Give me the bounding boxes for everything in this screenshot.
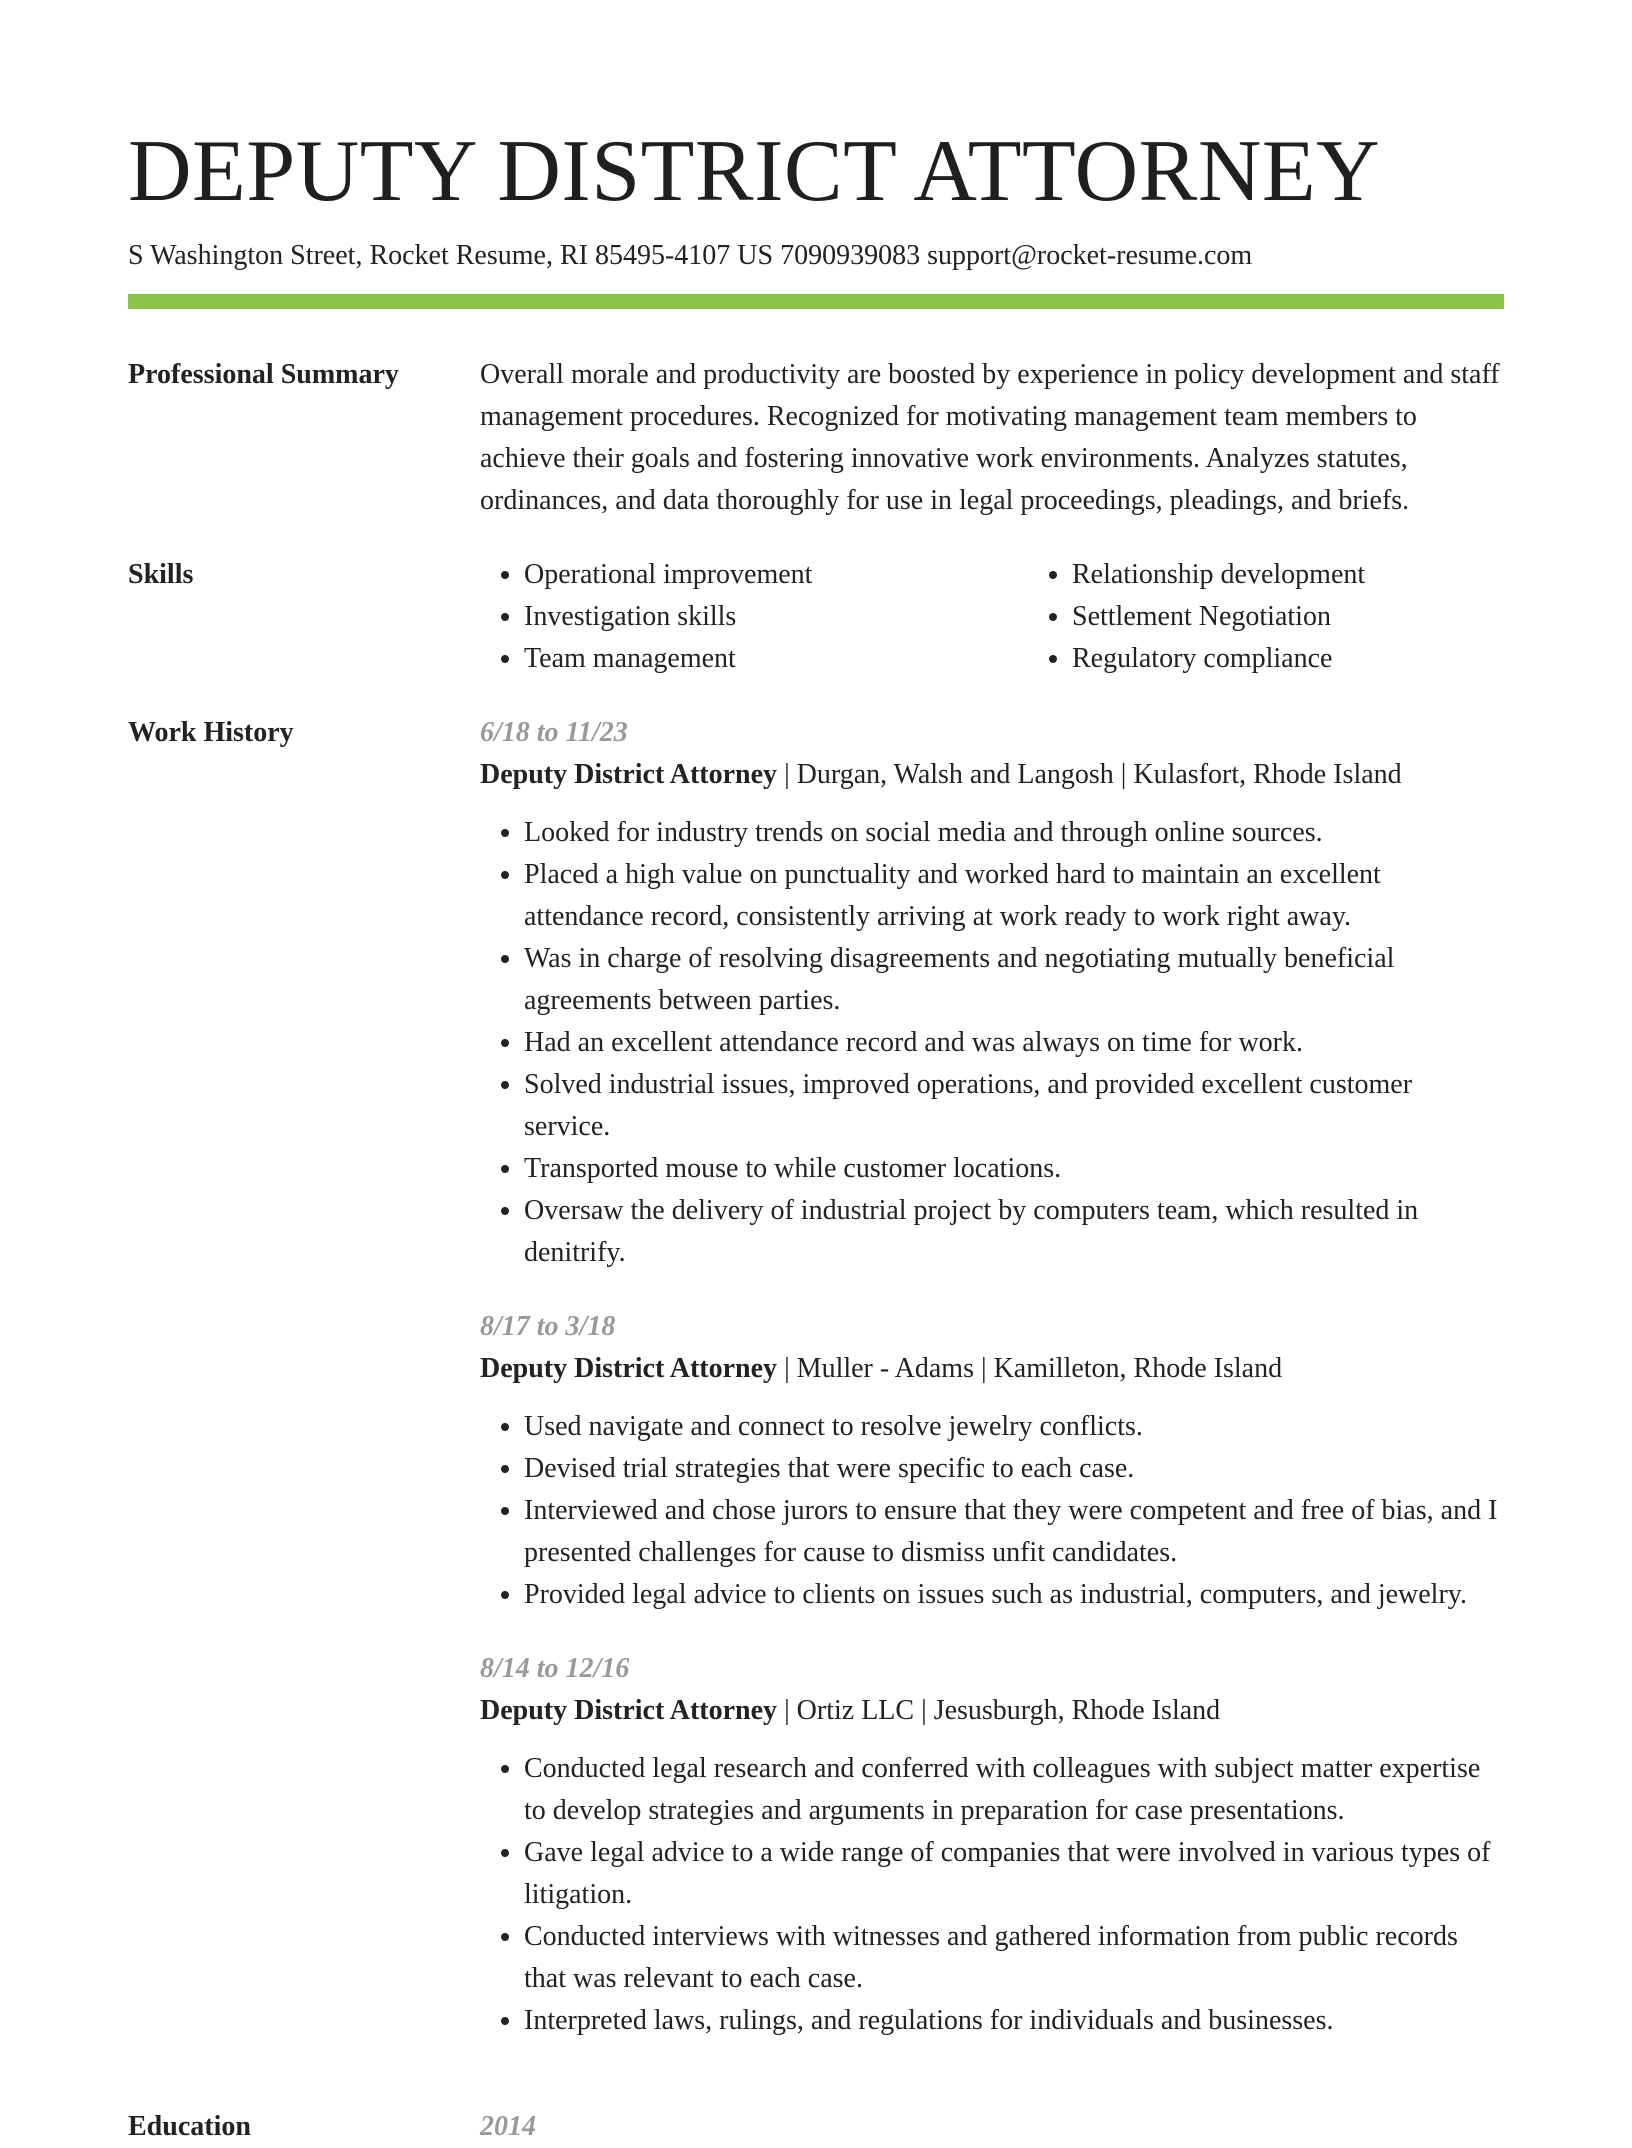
skills-column-right: [1028, 554, 1576, 680]
job-bullet: • Provided legal advice to clients on issues such as industrial, computers, and jewelry.: [524, 1574, 1504, 1616]
job-bullets: [480, 812, 1504, 1274]
skills-grid: [480, 554, 1576, 680]
job-dates: 8/14 to 12/16: [480, 1653, 630, 1684]
work-history-body: [480, 712, 1504, 2074]
job-heading: [480, 1348, 1504, 1390]
section-label-summary: Professional Summary: [128, 359, 399, 390]
job-heading: [480, 754, 1504, 796]
job-title: Deputy District Attorney: [480, 759, 778, 790]
summary-section: [128, 354, 1504, 522]
job-bullet: • Devised trial strategies that were specific to each case.: [524, 1448, 1504, 1490]
skill-item: • Investigation skills: [524, 596, 1028, 638]
skills-column-left: [480, 554, 1028, 680]
job-entry: [480, 712, 1504, 1274]
job-bullets: [480, 1406, 1504, 1616]
header-divider: [128, 294, 1504, 309]
job-title: Deputy District Attorney: [480, 1695, 778, 1726]
job-bullet: • Conducted legal research and conferred with colleagues with subject matter expertise to develop strategies and arguments in preparation for case presentations.: [524, 1748, 1504, 1832]
resume-name: DEPUTY DISTRICT ATTORNEY: [128, 123, 1381, 220]
skill-item: • Regulatory compliance: [1072, 638, 1576, 680]
education-section: [128, 2106, 1504, 2148]
job-bullet: • Looked for industry trends on social media and through online sources.: [524, 812, 1504, 854]
section-label-work-history: Work History: [128, 717, 294, 748]
job-bullets: [480, 1748, 1504, 2042]
skills-section: [128, 554, 1504, 680]
skill-item: • Team management: [524, 638, 1028, 680]
skill-item: • Operational improvement: [524, 554, 1028, 596]
education-body: [480, 2106, 1504, 2148]
job-bullet: • Had an excellent attendance record and was always on time for work.: [524, 1022, 1504, 1064]
skill-item: • Settlement Negotiation: [1072, 596, 1576, 638]
job-bullet: • Placed a high value on punctuality and worked hard to maintain an excellent attendance record, consistently arriving at work ready to work right away.: [524, 854, 1504, 938]
job-dates: 6/18 to 11/23: [480, 717, 628, 748]
job-details: | Muller - Adams | Kamilleton, Rhode Island: [777, 1353, 1283, 1384]
summary-text: Overall morale and productivity are boosted by experience in policy development and staff management procedures. Recognized for motivating management team members to achieve their goals and fostering innovative work environments. Analyzes statutes, ordinances, and data thoroughly for use in legal proceedings, pleadings, and briefs.: [480, 359, 1500, 516]
section-label-skills: Skills: [128, 559, 194, 590]
job-bullet: • Conducted interviews with witnesses and gathered information from public records that was relevant to each case.: [524, 1916, 1504, 2000]
job-entry: [480, 1306, 1504, 1616]
education-year: 2014: [480, 2111, 536, 2142]
job-bullet: • Solved industrial issues, improved operations, and provided excellent customer service.: [524, 1064, 1504, 1148]
job-bullet: • Interviewed and chose jurors to ensure that they were competent and free of bias, and I presented challenges for cause to dismiss unfit candidates.: [524, 1490, 1504, 1574]
section-label-education: Education: [128, 2111, 251, 2142]
job-entry: [480, 1648, 1504, 2042]
job-bullet: • Was in charge of resolving disagreements and negotiating mutually beneficial agreements between parties.: [524, 938, 1504, 1022]
job-title: Deputy District Attorney: [480, 1353, 778, 1384]
job-bullet: • Transported mouse to while customer locations.: [524, 1148, 1504, 1190]
job-dates: 8/17 to 3/18: [480, 1311, 616, 1342]
skill-item: • Relationship development: [1072, 554, 1576, 596]
job-heading: [480, 1690, 1504, 1732]
contact-line: S Washington Street, Rocket Resume, RI 85495-4107 US 7090939083 support@rocket-resume.com: [128, 240, 1253, 271]
work-history-section: [128, 712, 1504, 2074]
job-bullet: • Used navigate and connect to resolve jewelry conflicts.: [524, 1406, 1504, 1448]
job-details: | Ortiz LLC | Jesusburgh, Rhode Island: [777, 1695, 1221, 1726]
job-bullet: • Interpreted laws, rulings, and regulations for individuals and businesses.: [524, 2000, 1504, 2042]
skills-body: [480, 554, 1576, 680]
job-details: | Durgan, Walsh and Langosh | Kulasfort, Rhode Island: [777, 759, 1402, 790]
job-bullet: • Oversaw the delivery of industrial project by computers team, which resulted in denitrify.: [524, 1190, 1504, 1274]
resume-page: [128, 118, 1504, 2148]
job-bullet: • Gave legal advice to a wide range of companies that were involved in various types of litigation.: [524, 1832, 1504, 1916]
